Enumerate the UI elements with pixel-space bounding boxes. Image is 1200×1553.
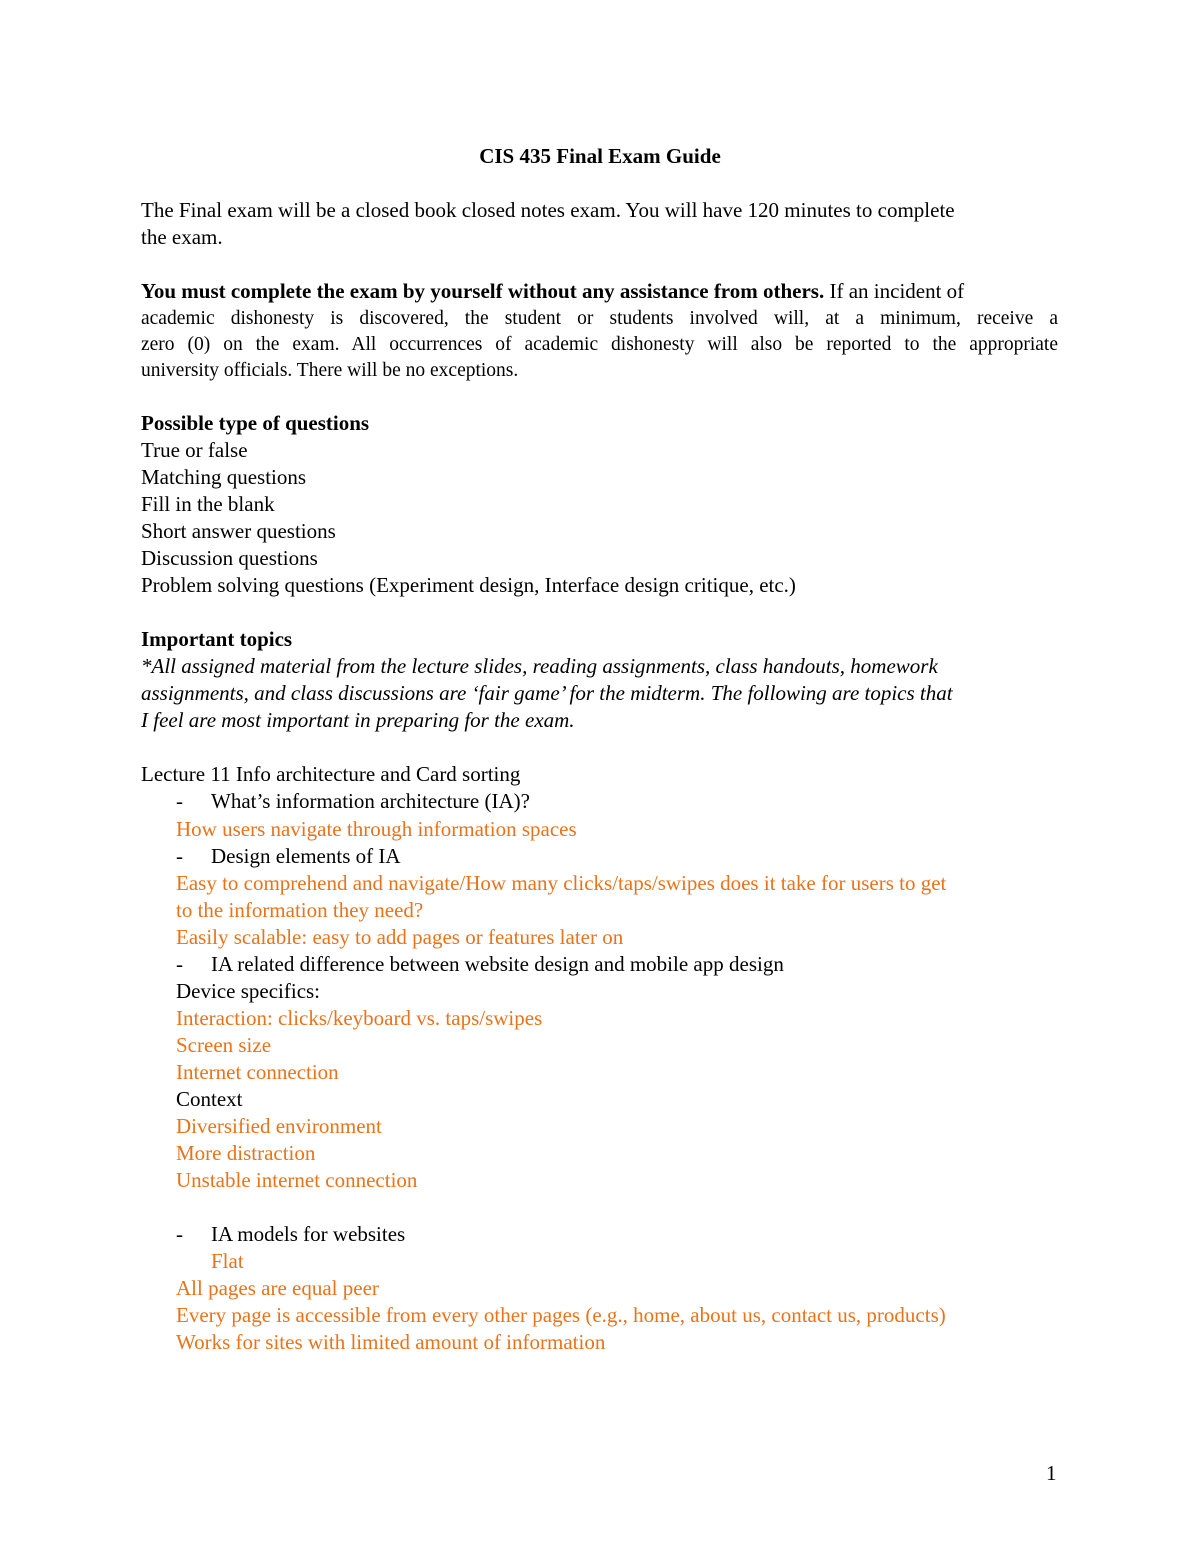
question-type-item: True or false — [141, 438, 248, 462]
lecture-question-4: IA models for websites — [211, 1222, 406, 1246]
context-item: More distraction — [176, 1141, 316, 1165]
bullet-dash: - — [176, 1222, 183, 1246]
honesty-line-1 — [141, 278, 964, 305]
intro-line-1: The Final exam will be a closed book closed notes exam. You will have 120 minutes to complete — [141, 198, 955, 222]
question-type-item: Matching questions — [141, 465, 307, 489]
device-specifics-label: Device specifics: — [176, 979, 321, 1003]
device-item: Internet connection — [176, 1060, 339, 1084]
lecture-answer-2-line-2: to the information they need? — [176, 898, 424, 922]
question-type-item: Discussion questions — [141, 546, 318, 570]
honesty-line-2: academic dishonesty is discovered, the student or students involved will, at a minimum, receive a — [141, 308, 1058, 329]
lecture-answer-2-line-1: Easy to comprehend and navigate/How many clicks/taps/swipes does it take for users to get — [176, 871, 947, 895]
device-item: Interaction: clicks/keyboard vs. taps/swipes — [176, 1006, 543, 1030]
bullet-dash: - — [176, 952, 183, 976]
honesty-line-1-rest: If an incident of — [824, 279, 965, 303]
lecture-title: Lecture 11 Info architecture and Card sorting — [141, 762, 521, 786]
flat-item: Every page is accessible from every other pages (e.g., home, about us, contact us, products) — [176, 1303, 946, 1327]
context-label: Context — [176, 1087, 243, 1111]
lecture-answer-2-line-3: Easily scalable: easy to add pages or features later on — [176, 925, 624, 949]
honesty-bold-statement: You must complete the exam by yourself without any assistance from others. — [141, 279, 825, 303]
bullet-dash: - — [176, 844, 183, 868]
topics-heading: Important topics — [141, 627, 293, 651]
intro-line-2: the exam. — [141, 225, 223, 249]
lecture-question-3: IA related difference between website design and mobile app design — [211, 952, 784, 976]
question-type-item: Short answer questions — [141, 519, 336, 543]
lecture-question-1: What’s information architecture (IA)? — [211, 789, 530, 813]
context-item: Unstable internet connection — [176, 1168, 418, 1192]
topics-note-line-2: assignments, and class discussions are ‘fair game’ for the midterm. The following are topics that — [141, 681, 953, 705]
context-item: Diversified environment — [176, 1114, 382, 1138]
page-number: 1 — [1046, 1461, 1057, 1485]
device-item: Screen size — [176, 1033, 272, 1057]
bullet-dash: - — [176, 789, 183, 813]
lecture-answer-1: How users navigate through information spaces — [176, 817, 577, 841]
question-type-item: Problem solving questions (Experiment design, Interface design critique, etc.) — [141, 573, 796, 597]
question-types-heading: Possible type of questions — [141, 411, 370, 435]
lecture-question-2: Design elements of IA — [211, 844, 401, 868]
topics-note-line-1: *All assigned material from the lecture slides, reading assignments, class handouts, homework — [141, 654, 938, 678]
document-title: CIS 435 Final Exam Guide — [479, 144, 721, 168]
flat-item: All pages are equal peer — [176, 1276, 379, 1300]
question-type-item: Fill in the blank — [141, 492, 275, 516]
honesty-line-4: university officials. There will be no exceptions. — [141, 360, 519, 381]
flat-label: Flat — [211, 1249, 244, 1273]
flat-item: Works for sites with limited amount of information — [176, 1330, 606, 1354]
honesty-line-3: zero (0) on the exam. All occurrences of academic dishonesty will also be reported to the appropriate — [141, 334, 1058, 355]
topics-note-line-3: I feel are most important in preparing for the exam. — [141, 708, 575, 732]
